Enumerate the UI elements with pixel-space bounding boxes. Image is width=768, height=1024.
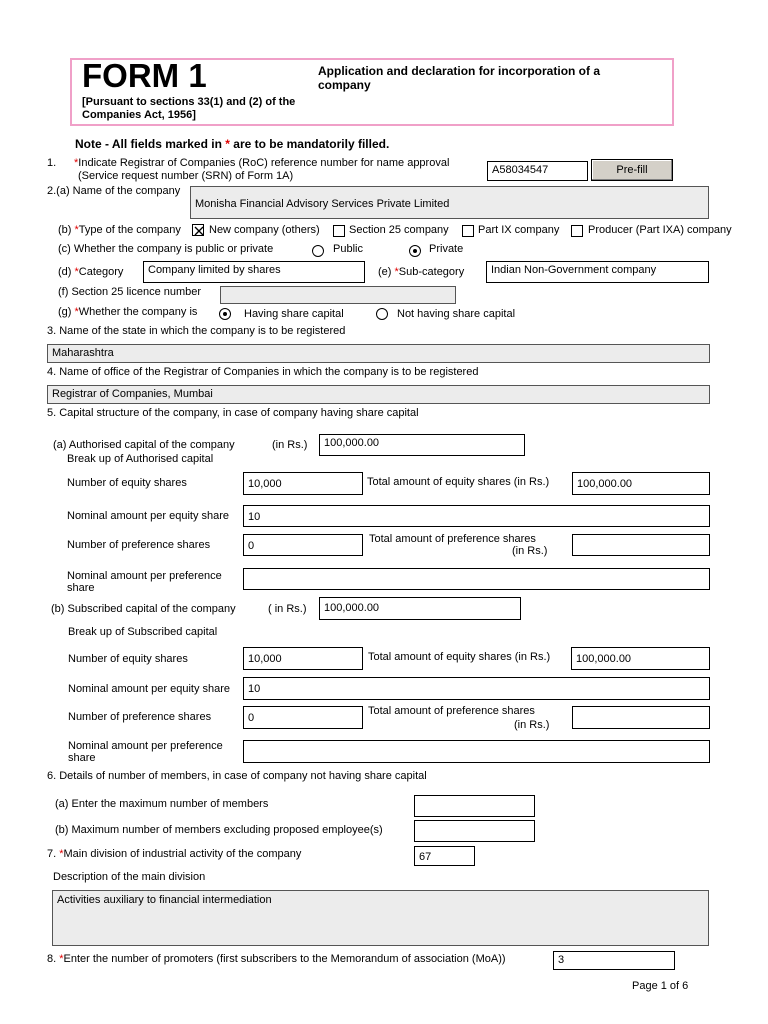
s2d-label	[58, 266, 123, 279]
auth-equity-total-label: Total amount of equity shares (in Rs.)	[367, 476, 550, 488]
s3-label: 3. Name of the state in which the company is to be registered	[47, 325, 346, 337]
sub-equity-nominal-input[interactable]: 10	[243, 677, 710, 700]
auth-pref-total-label-line1: Total amount of preference shares	[369, 533, 536, 545]
radio-public[interactable]	[312, 245, 324, 257]
sub-equity-total-label: Total amount of equity shares (in Rs.)	[368, 651, 551, 663]
s5a-breakup: Break up of Authorised capital	[67, 453, 214, 465]
s5b-breakup: Break up of Subscribed capital	[68, 626, 218, 638]
s7-text: Main division of industrial activity of the company	[63, 848, 302, 860]
option-section25: Section 25 company	[349, 224, 449, 236]
s1-label	[74, 157, 449, 170]
s5b-label: (b) Subscribed capital of the company	[51, 603, 236, 615]
licence-number-input[interactable]	[220, 286, 456, 304]
auth-equity-total-input[interactable]: 100,000.00	[572, 472, 710, 495]
s2g-text: Whether the company is	[78, 306, 198, 318]
note-suffix: are to be mandatorily filled.	[229, 137, 390, 151]
s2d-prefix: (d)	[58, 266, 75, 278]
s5a-unit: (in Rs.)	[272, 439, 308, 451]
promoters-count-input[interactable]: 3	[553, 951, 675, 970]
auth-pref-shares-label: Number of preference shares	[67, 539, 211, 551]
s2d-text: Category	[78, 266, 124, 278]
s7-desc-label: Description of the main division	[53, 871, 206, 883]
sub-pref-nominal-label-line1: Nominal amount per preference	[68, 740, 223, 752]
category-select[interactable]: Company limited by shares	[143, 261, 365, 283]
sub-equity-shares-input[interactable]: 10,000	[243, 647, 363, 670]
industrial-activity-input[interactable]: 67	[414, 846, 475, 866]
sub-pref-nominal-input[interactable]	[243, 740, 710, 763]
s2f-label: (f) Section 25 licence number	[58, 286, 202, 298]
s6a-label: (a) Enter the maximum number of members	[55, 798, 269, 810]
checkbox-new-company[interactable]	[192, 224, 204, 236]
max-members-excl-employees-input[interactable]	[414, 820, 535, 842]
form-subtitle: [Pursuant to sections 33(1) and (2) of the Companies Act, 1956]	[82, 96, 296, 121]
authorised-capital-input[interactable]: 100,000.00	[319, 434, 525, 456]
s2g-prefix: (g)	[58, 306, 75, 318]
company-name-input[interactable]: Monisha Financial Advisory Services Private Limited	[190, 186, 709, 219]
auth-pref-total-input[interactable]	[572, 534, 710, 556]
sub-equity-total-input[interactable]: 100,000.00	[571, 647, 710, 670]
required-star: *	[74, 306, 79, 318]
form-title: FORM 1	[82, 57, 207, 94]
option-public: Public	[333, 243, 363, 255]
s8-label	[47, 953, 506, 966]
required-star: *	[394, 266, 399, 278]
s2e-text: Sub-category	[398, 266, 465, 278]
s1-label-line2: (Service request number (SRN) of Form 1A)	[78, 170, 294, 182]
checkbox-producer[interactable]	[571, 225, 583, 237]
subcategory-select[interactable]: Indian Non-Government company	[486, 261, 709, 283]
sub-pref-total-input[interactable]	[572, 706, 710, 729]
s2a-label: 2.(a) Name of the company	[47, 185, 181, 197]
subscribed-capital-input[interactable]: 100,000.00	[319, 597, 521, 620]
radio-private[interactable]	[409, 245, 421, 257]
auth-pref-shares-input[interactable]: 0	[243, 534, 363, 556]
s2g-label	[58, 306, 197, 319]
auth-equity-nominal-input[interactable]: 10	[243, 505, 710, 527]
s2e-prefix: (e)	[378, 266, 395, 278]
s8-number: 8.	[47, 953, 60, 965]
sub-pref-shares-label: Number of preference shares	[68, 711, 212, 723]
auth-equity-nominal-label: Nominal amount per equity share	[67, 510, 230, 522]
s2b-text: Type of the company	[78, 224, 181, 236]
required-star: *	[74, 224, 79, 236]
auth-pref-nominal-label-line1: Nominal amount per preference	[67, 570, 222, 582]
auth-pref-nominal-input[interactable]	[243, 568, 710, 590]
radio-not-having-share-capital[interactable]	[376, 308, 388, 320]
auth-pref-nominal-label-line2: share	[67, 582, 95, 594]
sub-equity-nominal-label: Nominal amount per equity share	[68, 683, 231, 695]
page-number: Page 1 of 6	[632, 980, 689, 992]
main-division-description[interactable]: Activities auxiliary to financial intermediation	[52, 890, 709, 946]
s2c-label: (c) Whether the company is public or private	[58, 243, 274, 255]
s5b-unit: ( in Rs.)	[268, 603, 307, 615]
state-input[interactable]: Maharashtra	[47, 344, 710, 363]
s7-label	[47, 848, 301, 861]
s5-label: 5. Capital structure of the company, in case of company having share capital	[47, 407, 419, 419]
radio-selected-dot	[223, 312, 227, 316]
srn-input[interactable]: A58034547	[487, 161, 588, 181]
s2b-label	[58, 224, 181, 237]
s4-label: 4. Name of office of the Registrar of Companies in which the company is to be registered	[47, 366, 479, 378]
sub-equity-shares-label: Number of equity shares	[68, 653, 188, 665]
required-star: *	[74, 266, 79, 278]
sub-pref-nominal-label-line2: share	[68, 752, 96, 764]
option-producer: Producer (Part IXA) company	[588, 224, 732, 236]
required-star: *	[225, 137, 230, 151]
max-members-input[interactable]	[414, 795, 535, 817]
form-heading: Application and declaration for incorporation of a company	[318, 64, 601, 92]
radio-having-share-capital[interactable]	[219, 308, 231, 320]
required-star: *	[74, 157, 79, 169]
sub-pref-shares-input[interactable]: 0	[243, 706, 363, 729]
auth-pref-total-label-line2: (in Rs.)	[512, 545, 548, 557]
sub-pref-total-label-line2: (in Rs.)	[514, 719, 550, 731]
mandatory-note	[75, 137, 389, 151]
s2e-label	[378, 266, 464, 279]
required-star: *	[59, 953, 64, 965]
roc-office-input[interactable]: Registrar of Companies, Mumbai	[47, 385, 710, 404]
checkbox-section25[interactable]	[333, 225, 345, 237]
option-private: Private	[429, 243, 464, 255]
s5a-label: (a) Authorised capital of the company	[53, 439, 235, 451]
option-not-having-share-capital: Not having share capital	[397, 308, 516, 320]
checkbox-part-ix[interactable]	[462, 225, 474, 237]
s1-number: 1.	[47, 157, 57, 169]
option-having-share-capital: Having share capital	[244, 308, 344, 320]
note-prefix: Note - All fields marked in	[75, 137, 226, 151]
s6-label: 6. Details of number of members, in case of company not having share capital	[47, 770, 427, 782]
s1-label-line1: Indicate Registrar of Companies (RoC) reference number for name approval	[78, 157, 450, 169]
radio-selected-dot	[413, 249, 417, 253]
auth-equity-shares-label: Number of equity shares	[67, 477, 187, 489]
check-x-icon	[193, 225, 205, 237]
auth-equity-shares-input[interactable]: 10,000	[243, 472, 363, 495]
option-part-ix: Part IX company	[478, 224, 560, 236]
required-star: *	[59, 848, 64, 860]
prefill-button[interactable]: Pre-fill	[591, 159, 673, 181]
s6b-label: (b) Maximum number of members excluding proposed employee(s)	[55, 824, 383, 836]
s7-number: 7.	[47, 848, 60, 860]
option-new-company: New company (others)	[209, 224, 320, 236]
s8-text: Enter the number of promoters (first subscribers to the Memorandum of association (MoA))	[63, 953, 506, 965]
s2b-prefix: (b)	[58, 224, 75, 236]
sub-pref-total-label-line1: Total amount of preference shares	[368, 705, 535, 717]
